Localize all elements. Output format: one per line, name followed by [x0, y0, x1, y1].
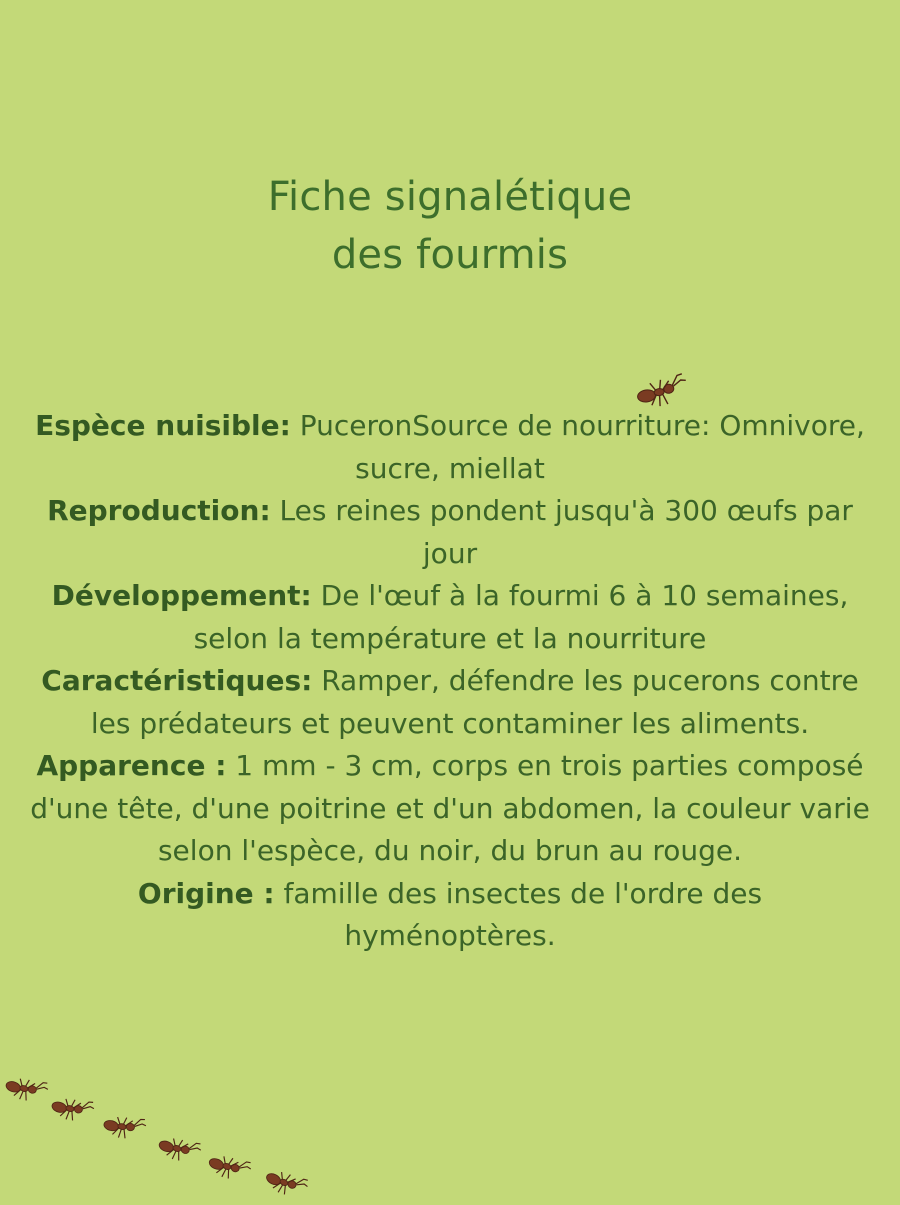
fact-text: PuceronSource de nourriture: Omnivore, sucre, miellat	[290, 409, 865, 485]
fact-reproduction	[30, 490, 870, 575]
fact-text: De l'œuf à la fourmi 6 à 10 semaines, selon la température et la nourriture	[193, 579, 849, 655]
title-line-2: des fourmis	[331, 232, 569, 278]
fact-origin	[30, 873, 870, 958]
ant-icon	[201, 1144, 254, 1187]
ant-icon	[0, 1068, 51, 1109]
page-title	[0, 168, 900, 284]
fact-label: Développement:	[51, 579, 312, 612]
facts-list	[30, 405, 870, 958]
ant-icon	[258, 1159, 312, 1204]
ant-icon	[152, 1127, 205, 1169]
ant-icon	[45, 1088, 97, 1128]
fact-text: Les reines pondent jusqu'à 300 œufs par jour	[270, 494, 853, 570]
fact-species	[30, 405, 870, 490]
fact-development	[30, 575, 870, 660]
fact-appearance	[30, 745, 870, 873]
fact-text: famille des insectes de l'ordre des hyménoptères.	[274, 876, 763, 952]
fact-label: Espèce nuisible:	[35, 409, 291, 442]
title-line-1: Fiche signalétique	[267, 174, 633, 220]
fact-label: Reproduction:	[47, 494, 271, 527]
fact-label: Caractéristiques:	[41, 664, 313, 697]
fact-label: Origine :	[137, 876, 275, 910]
ant-icon	[97, 1107, 148, 1145]
fact-characteristics	[30, 660, 870, 745]
fact-label: Apparence :	[36, 749, 227, 782]
fact-text: 1 mm - 3 cm, corps en trois parties composé d'une tête, d'une poitrine et d'un abdomen, la couleur varie selon l'espèce, du noir, du brun au rouge.	[30, 749, 870, 867]
fact-text: Ramper, défendre les pucerons contre les prédateurs et peuvent contaminer les aliments.	[90, 664, 859, 740]
